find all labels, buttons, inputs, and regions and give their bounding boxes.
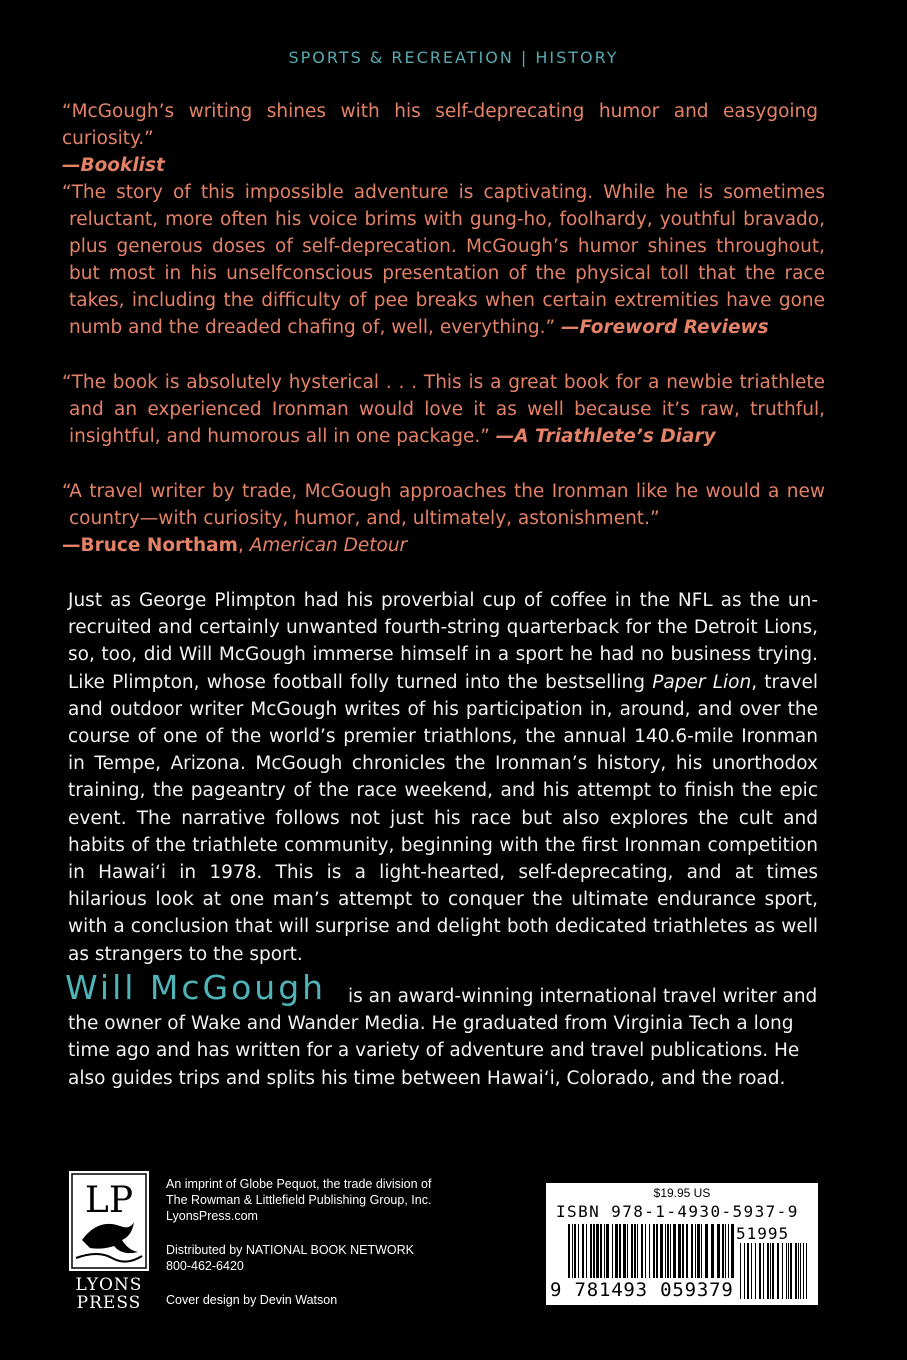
- price-addon-code: 51995: [736, 1224, 790, 1243]
- category-heading: SPORTS & RECREATION | HISTORY: [288, 48, 619, 67]
- addon-bar: [806, 1243, 807, 1299]
- lyons-press-logo-graphic: [68, 1170, 150, 1310]
- barcode-bar: [656, 1224, 658, 1278]
- logo-text-line1: LYONS: [75, 1275, 143, 1295]
- barcode-bar: [612, 1224, 613, 1278]
- barcode-bar: [596, 1224, 599, 1278]
- barcode-bar: [701, 1224, 702, 1278]
- barcode-bar: [731, 1224, 734, 1278]
- barcode-bar: [670, 1224, 671, 1278]
- cover-design-credit: Cover design by Devin Watson: [166, 1293, 338, 1307]
- addon-bar: [759, 1243, 761, 1299]
- barcode-bar: [637, 1224, 638, 1278]
- barcode-bar: [634, 1224, 636, 1278]
- addon-bar: [772, 1243, 774, 1299]
- addon-bar: [788, 1243, 789, 1299]
- addon-bar: [777, 1243, 779, 1299]
- addon-bar: [747, 1243, 749, 1299]
- addon-bar: [770, 1243, 771, 1299]
- barcode-bar: [641, 1224, 643, 1278]
- addon-bar: [798, 1243, 799, 1299]
- barcode-bar: [665, 1224, 666, 1278]
- barcode-bar: [645, 1224, 646, 1278]
- addon-bar: [786, 1243, 787, 1299]
- barcode-bar: [686, 1224, 688, 1278]
- addon-bar: [790, 1243, 792, 1299]
- author-bio: is an award-winning international travel writer and the owner of Wake and Wander Media. He graduated from Virginia Tech a long time ago and has written for a variety of adventure and travel publications. He also guides trips and splits his time between Hawai‘i, Colorado, and the road.: [68, 986, 818, 1089]
- barcode-bar: [615, 1224, 618, 1278]
- quote-source-name: —Bruce Northam: [62, 535, 238, 556]
- addon-bar: [744, 1243, 745, 1299]
- addon-bar: [782, 1243, 783, 1299]
- review-quote-booklist: [62, 98, 818, 179]
- barcode-bar: [590, 1224, 592, 1278]
- quote-source: —Booklist: [62, 155, 165, 176]
- barcode-bar: [572, 1224, 573, 1278]
- barcode-bar: [649, 1224, 650, 1278]
- publisher-website: LyonsPress.com: [166, 1209, 258, 1223]
- barcode-bar: [586, 1224, 587, 1278]
- barcode-bar: [623, 1224, 626, 1278]
- quote-source-publication: American Detour: [249, 535, 408, 556]
- addon-bar: [795, 1243, 797, 1299]
- publisher-imprint: An imprint of Globe Pequot, the trade division of The Rowman & Littlefield Publishing Group, Inc. LyonsPress.com Distributed by NATIONAL BOOK NETWORK 800-462-6420 Cover design by Devin Watson: [166, 1177, 432, 1307]
- barcode-bar: [682, 1224, 684, 1278]
- barcode-bar: [653, 1224, 655, 1278]
- book-description: Just as George Plimpton had his proverbial cup of coffee in the NFL as the unrecruited and certainly unwanted fourth-string quarterback for the Detroit Lions, so, too, did Will McGough immerse himself in a sport he had no business trying. Like Plimpton, whose football folly turned into the bestselling Paper Lion, travel and outdoor writer McGough writes of his participation in, around, and over the course of one of the world’s premier triathlons, the annual 140.6-mile Ironman in Tempe, Arizona. McGough chronicles the Ironman’s history, his unorthodox training, the pageantry of the race weekend, and his attempt to finish the epic event. The narrative follows not just his race but also explores the cult and habits of the triathlete community, beginning with the first Ironman competition in Hawai‘i in 1978. This is a light-hearted, self-deprecating, and at times hilarious look at one man’s attempt to conquer the ultimate endurance sport, with a conclusion that will surprise and delight both dedicated triathletes as well as strangers to the sport.: [68, 590, 818, 965]
- barcode-bar: [574, 1224, 576, 1278]
- barcode-bar: [660, 1224, 663, 1278]
- barcode-bar: [725, 1224, 726, 1278]
- barcode-bar: [722, 1224, 724, 1278]
- review-quote-northam: “A travel writer by trade, McGough approaches the Ironman like he would a new country—with curiosity, humor, and, ultimately, astonishment.” —Bruce Northam, American Detour: [62, 478, 825, 559]
- logo-text-line2: PRESS: [76, 1293, 142, 1310]
- barcode-bar: [600, 1224, 602, 1278]
- barcode-bar: [728, 1224, 729, 1278]
- isbn-label: ISBN 978-1-4930-5937-9: [556, 1202, 799, 1221]
- barcode-bar: [606, 1224, 609, 1278]
- barcode-bar: [593, 1224, 595, 1278]
- barcode-bar: [695, 1224, 696, 1278]
- barcode-bar: [631, 1224, 633, 1278]
- barcode-bar: [667, 1224, 669, 1278]
- addon-bar: [800, 1243, 801, 1299]
- price-label: $19.95 US: [653, 1186, 711, 1200]
- lyons-press-logo: [68, 1170, 150, 1310]
- barcode-bar: [697, 1224, 700, 1278]
- review-quote-foreword: [62, 179, 825, 341]
- quote-source: —A Triathlete’s Diary: [495, 426, 716, 447]
- barcode-block: [546, 1183, 818, 1305]
- barcode-bar: [711, 1224, 714, 1278]
- logo-initials: LP: [84, 1180, 134, 1221]
- addon-bar: [755, 1243, 756, 1299]
- quote-text: “The story of this impossible adventure is captivating. While he is sometimes reluctant, more often his voice brims with gung-ho, foolhardy, youthful bravado, plus generous doses of self-deprecation. McGough’s humor shines throughout, but most in his unselfconscious presentation of the physical toll that the race takes, including the difficulty of pee breaks when certain extremities have gone numb and the dreaded chafing of, well, everything.”: [62, 182, 825, 338]
- addon-bar: [751, 1243, 752, 1299]
- barcode-bar: [582, 1224, 584, 1278]
- addon-bar: [763, 1243, 764, 1299]
- addon-bar: [740, 1243, 741, 1299]
- addon-bar: [767, 1243, 769, 1299]
- barcode-bar: [691, 1224, 693, 1278]
- barcode-bar: [705, 1224, 708, 1278]
- barcode-bar: [619, 1224, 621, 1278]
- publisher-phone: 800-462-6420: [166, 1259, 244, 1273]
- ean-number: 9 781493 059379: [550, 1279, 734, 1301]
- review-quote-triathletes-diary: [62, 369, 825, 450]
- barcode-bar: [578, 1224, 579, 1278]
- author-name: Will McGough: [65, 968, 327, 1007]
- barcode-bar: [717, 1224, 720, 1278]
- quote-source: —Foreword Reviews: [561, 317, 769, 338]
- barcode-bar: [678, 1224, 681, 1278]
- barcode-bar: [673, 1224, 676, 1278]
- addon-bar: [803, 1243, 804, 1299]
- barcode-bar: [568, 1224, 570, 1278]
- quote-text: “The book is absolutely hysterical . . . This is a great book for a newbie triathlete and an experienced Ironman would love it as well because it’s raw, truthful, insightful, and humorous all in one package.”: [62, 372, 825, 447]
- barcode-bar: [604, 1224, 605, 1278]
- quote-text: “McGough’s writing shines with his self-deprecating humor and easygoing curiosity.”: [62, 101, 818, 149]
- quote-text: “A travel writer by trade, McGough approaches the Ironman like he would a new country—with curiosity, humor, and, ultimately, astonishment.”: [62, 481, 825, 529]
- barcode-bar: [627, 1224, 628, 1278]
- book-title-paper-lion: Paper Lion: [652, 671, 752, 693]
